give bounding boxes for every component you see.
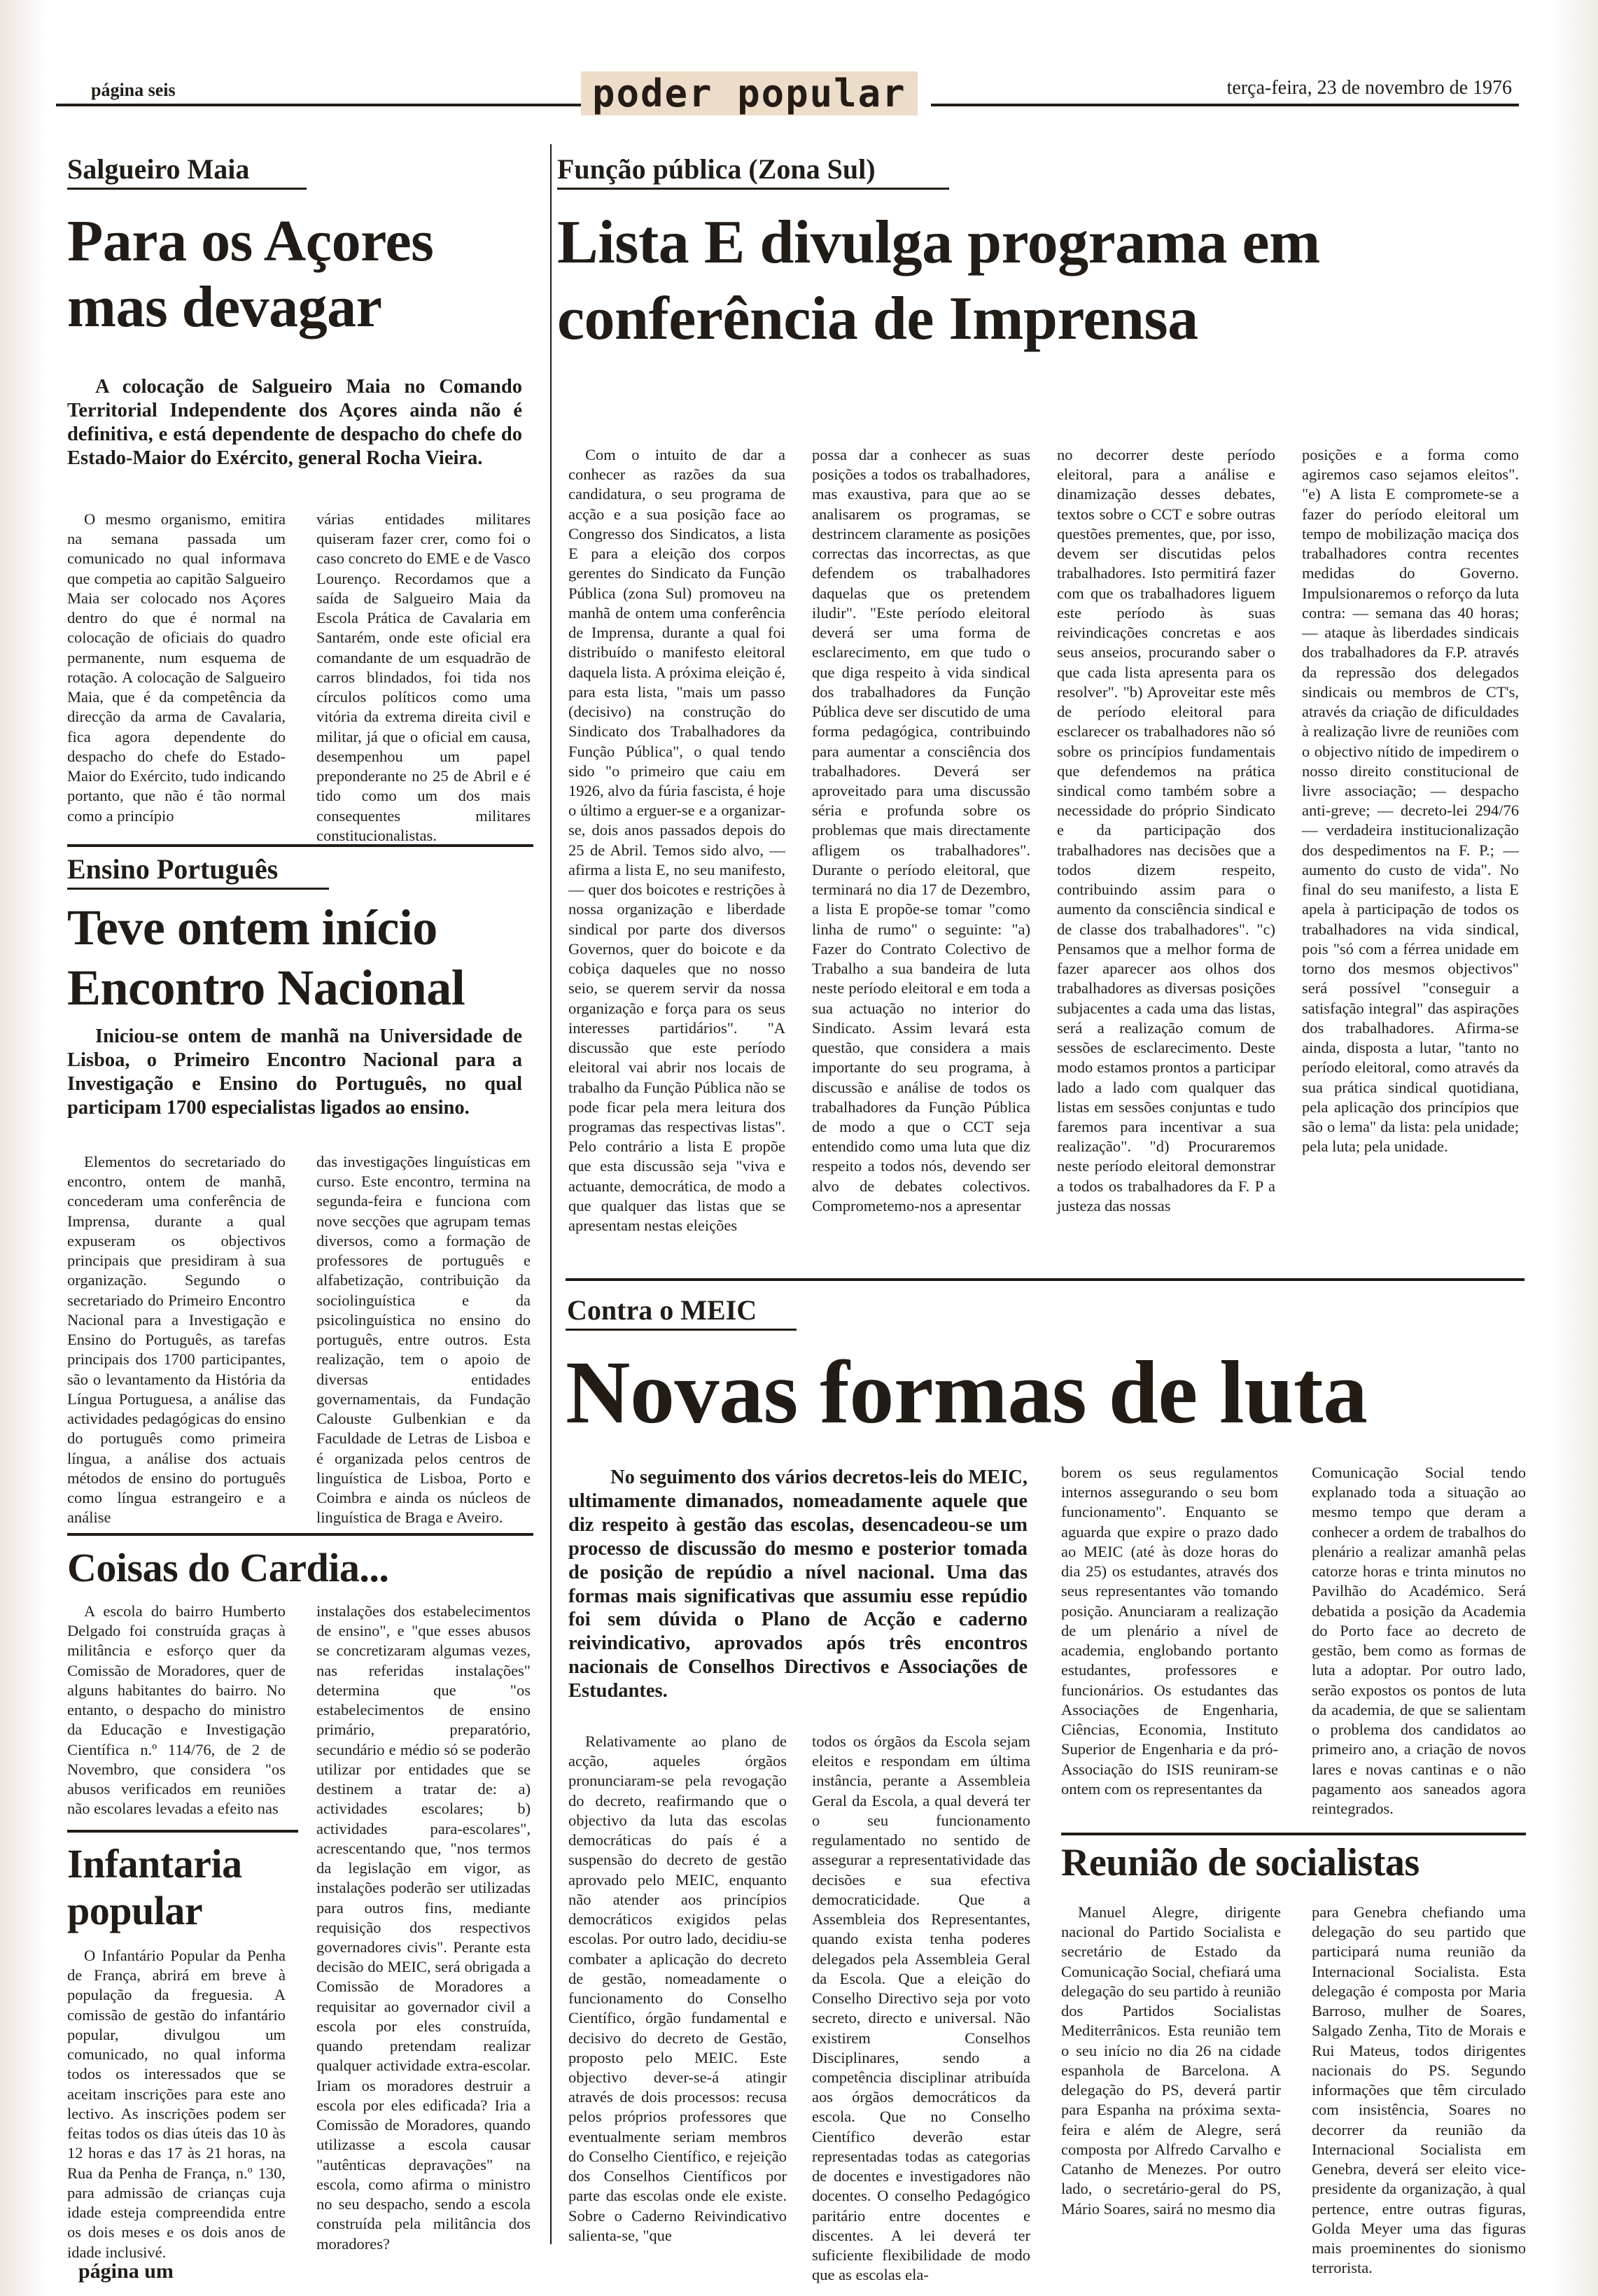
socialistas-column-2 — [1312, 1903, 1526, 2277]
funcao-kicker: Função pública (Zona Sul) — [557, 153, 876, 185]
infantaria-column-1 — [67, 1946, 286, 2261]
meic-kicker-rule — [566, 1329, 797, 1331]
meic-column-1 — [568, 1732, 787, 2257]
article-text: Manuel Alegre, dirigente nacional do Partido Socialista e secretário de Estado da Comunicação Social, chefiará uma delegação do seu partido à reunião dos Partidos Socialistas Mediterrânicos. Esta reunião tem o seu início no dia 26 na cidade espanhola de Barcelona. A delegação do PS, deverá partir para Espanha na próxima sexta-feira e além de Alegre, será composta por Alfredo Carvalho e Catanho de Menezes. Por outro lado, o secretário-geral do PS, Mário Soares, sairá no mesmo dia — [1061, 1903, 1281, 2218]
salgueiro-kicker-rule — [67, 188, 307, 190]
article-text: posições e a forma como agiremos caso sejamos eleitos". "e) A lista E compromete-se a fazer do período eleitoral um tempo de mobilização maciça dos trabalhadores contra recentes medidas do Governo. Impulsionaremos o reforço da luta contra: — semana das 40 horas; — ataque às liberdades sindicais dos trabalhadores da F.P. através da repressão dos delegados sindicais ou membros de CT's, através da criação de dificuldades à realização livre de reuniões com o objectivo nítido de impedirem o nosso direito constitucional de livre associação; — despacho anti-greve; — decreto-lei 294/76 — verdadeira institucionalização dos despedimentos na F. P.; — aumento do custo de vida". No final do seu manifesto, a lista E apela à participação de todos os trabalhadores na vida sindical, pois "só com a férrea unidade em torno dos mesmos objectivos" será possível "conseguir a satisfação integral" das aspirações dos trabalhadores. Afirma-se ainda, disposta a lutar, "tanto no período eleitoral, como através da sua prática sindical quotidiana, pela aplicação dos princípios que são o lema" da lista: pela unidade; pela luta; pela unidade. — [1302, 446, 1519, 1156]
section-divider — [67, 1533, 533, 1536]
funcao-kicker-rule — [557, 188, 949, 190]
infantaria-headline: Infantaria popular — [67, 1841, 242, 1933]
ensino-column-1 — [67, 1152, 286, 1527]
cardia-column-2 — [316, 1602, 531, 2253]
masthead-rule-right — [931, 104, 1519, 106]
funcao-column-4 — [1302, 445, 1519, 1268]
section-divider — [67, 844, 533, 847]
masthead-rule-left — [56, 104, 588, 106]
ensino-kicker-rule — [67, 888, 329, 890]
article-text: Comunicação Social tendo explanado toda a situação ao mesmo tempo que deram a conhecer a ordem de trabalhos do plenário a realizar amanhã pelas catorze horas e trinta minutos no Pavilhão do Académico. Será debatida a posição da Academia do Porto face ao decreto de gestão, bem como as formas de luta a adoptar. Por outro lado, serão expostos os pontos de luta da academia, de que se salientam o problema dos candidatos ao primeiro ano, a criação de novos lares e novas cantinas e o não pagamento aos saneados agora reintegrados. — [1312, 1464, 1526, 1817]
meic-headline: Novas formas de luta — [566, 1343, 1368, 1442]
ensino-kicker: Ensino Português — [67, 853, 279, 885]
ensino-headline: Teve ontem início Encontro Nacional — [67, 899, 465, 1016]
meic-column-4 — [1312, 1463, 1526, 1827]
salgueiro-column-1 — [67, 510, 286, 837]
article-text: instalações dos estabelecimentos de ensino", e "que esses abusos se concretizaram algumas vezes, nas referidas instalações" determina que "os estabelecimentos de ensino primário, preparatório, secundário e médio só se poderão utilizar por entidades que se destinem a tratar de: a) actividades escolares; b) actividades para-escolares", acrescentando que, "nos termos da legislação em vigor, as instalações poderão ser utilizadas para outros fins, mediante requisição dos respectivos governadores civis". Perante esta decisão do MEIC, será obrigada a Comissão de Moradores a requisitar ao governador civil a escola por eles construída, quando pretendam realizar qualquer actividade extra-escolar. Iriam os moradores destruir a escola por eles edificada? Iria a Comissão de Moradores, quando utilizasse a escola causar "autênticas depravações" na escola, como afirma o ministro no seu despacho, sendo a escola construída pela militância dos moradores? — [316, 1602, 531, 2253]
page-label: página seis — [91, 80, 176, 100]
article-text: Relativamente ao plano de acção, aqueles órgãos pronunciaram-se pela revogação do decreto, reafirmando que o objectivo da luta das escolas democráticas do país é a suspensão do decreto de gestão aprovado pelo MEIC, enquanto não atender aos princípios democráticos exigidos pelas escolas. Por outro lado, decidiu-se combater a aplicação do decreto de gestão, nomeadamente o funcionamento do Conselho Científico, órgão fundamental e decisivo do decreto de Gestão, proposto pelo MEIC. Este objectivo dever-se-á atingir através de dois processos: recusa pelos próprios professores que eventualmente seriam membros do Conselho Científico, e rejeição dos Conselhos Científicos por parte das escolas onde ele existe. Sobre o Caderno Reivindicativo salienta-se, "que — [568, 1732, 787, 2244]
funcao-column-3 — [1057, 445, 1275, 1268]
section-divider — [1061, 1833, 1526, 1835]
salgueiro-kicker: Salgueiro Maia — [67, 153, 250, 185]
salgueiro-column-2 — [316, 510, 531, 844]
article-text: Elementos do secretariado do encontro, ontem de manhã, concederam uma conferência de Imprensa, durante a qual expuseram os objectivos principais que presidiram à sua organização. Segundo o secretariado do Primeiro Encontro Nacional para a Investigação e Ensino do Português, as tarefas principais dos 1700 participantes, são o levantamento da História da Língua Portuguesa, a análise das actividades pedagógicas do ensino do português como primeira língua, a análise dos actuais métodos de ensino do português como língua estrangeiro e a análise — [67, 1153, 286, 1527]
funcao-column-2 — [812, 445, 1030, 1268]
article-text: para Genebra chefiando uma delegação do seu partido que participará numa reunião da Internacional Socialista. Esta delegação é composta por Maria Barroso, mulher de Soares, Salgado Zenha, Tito de Morais e Rui Mateus, todos dirigentes nacionais do PS. Segundo informações que têm circulado com insistência, Soares no decorrer da reunião da Internacional Socialista em Genebra, deverá ser eleito vice-presidente da organização, à qual pertence, entre outras figuras, Golda Meyer uma das figuras mais proeminentes do sionismo terrorista. — [1312, 1903, 1526, 2277]
meic-deck: No seguimento dos vários decretos-leis do MEIC, ultimamente dimanados, nomeadamente aquele que diz respeito à gestão das escolas, desencadeou-se um processo de discussão do mesmo e posterior tomada de posição de repúdio a nível nacional. Uma das formas mais significativas que assumiu esse repúdio foi sem dúvida o Plano de Acção e caderno reivindicativo, aprovados após três encontros nacionais de Conselhos Directivos e Associações de Estudantes. — [568, 1466, 1028, 1702]
issue-date: terça-feira, 23 de novembro de 1976 — [1226, 77, 1512, 99]
funcao-column-1 — [568, 445, 785, 1268]
footer-page-label: página um — [78, 2260, 174, 2283]
salgueiro-headline: Para os Açores mas devagar — [67, 209, 434, 340]
column-divider — [550, 144, 552, 2244]
section-divider — [67, 1830, 298, 1833]
meic-column-3 — [1061, 1463, 1278, 1827]
article-text: A escola do bairro Humberto Delgado foi construída graças à militância e esforço quer da Comissão de Moradores, quer de alguns habitantes do bairro. No entanto, o despacho do ministro da Educação e Investigação Científica n.º 114/76, de 2 de Novembro, que considera "os abusos verificados em reuniões não escolares levadas a efeito nas — [67, 1602, 286, 1818]
cardia-headline: Coisas do Cardia... — [67, 1545, 389, 1590]
section-divider — [566, 1278, 1525, 1281]
salgueiro-deck: A colocação de Salgueiro Maia no Comando Territorial Independente dos Açores ainda não é definitiva, e está dependente de despacho do chefe do Estado-Maior do Exército, general Rocha Vieira. — [67, 376, 522, 469]
article-text: O mesmo organismo, emitira na semana passada um comunicado no qual informava que competia ao capitão Salgueiro Maia ser colocado nos Açores dentro do que é normal na colocação de oficiais do quadro permanente, num esquema de rotação. A colocação de Salgueiro Maia, que é da competência da direcção da arma de Cavalaria, fica agora dependente do despacho do chefe do Estado-Maior do Exército, tudo indicando portanto, que não é tão normal como a princípio — [67, 510, 286, 825]
masthead — [56, 71, 1519, 118]
article-text: borem os seus regulamentos internos assegurando o seu bom funcionamento". Enquanto se aguarda que expire o prazo dado ao MEIC (até às doze horas do dia 25) os estudantes, através dos seus representantes vão tomando posição. Anunciaram a realização de um plenário a nível de academia, englobando portanto estudantes, professores e funcionários. Os estudantes das Associações de Engenharia, Ciências, Economia, Instituto Superior de Engenharia e da pró-Associação do ISIS reuniram-se ontem com os representantes da — [1061, 1464, 1278, 1798]
article-text: das investigações linguísticas em curso. Este encontro, termina na segunda-feira e funciona com nove secções que agrupam temas diversos, como a formação de professores de português e alfabetização, contribuição da sociolinguística e da psicolinguística no ensino do português, entre outros. Esta realização, tem o apoio de diversas entidades governamentais, da Fundação Calouste Gulbenkian e da Faculdade de Letras de Lisboa e é organizada pelos centros de linguística de Lisboa, Porto e Coimbra e ainda os núcleos de linguística de Braga e Aveiro. — [316, 1153, 531, 1527]
socialistas-headline: Reunião de socialistas — [1061, 1841, 1420, 1884]
funcao-headline: Lista E divulga programa em conferência de Imprensa — [557, 209, 1320, 354]
newspaper-title: poder popular — [581, 71, 918, 115]
ensino-deck: Iniciou-se ontem de manhã na Universidade de Lisboa, o Primeiro Encontro Nacional para a Investigação e Ensino do Português, no qual participam 1700 especialistas ligados ao ensino. — [67, 1026, 522, 1119]
socialistas-column-1 — [1061, 1903, 1281, 2253]
article-text: no decorrer deste período eleitoral, para a análise e dinamização desses debates, textos sobre o CCT e sobre outras questões prementes, que, por isso, devem ser discutidas pelos trabalhadores. Isto permitirá fazer com que os trabalhadores liguem este período às suas reivindicações concretas e aos seus anseios, procurando saber o que cada lista apresenta para os resolver". "b) Aproveitar este mês de período eleitoral para esclarecer os trabalhadores não só sobre os princípios fundamentais que defendemos na prática sindical como também sobre a necessidade do próprio Sindicato e da participação dos trabalhadores nas decisões que a todos dizem respeito, contribuindo assim para o aumento da consciência sindical e de classe dos trabalhadores". "c) Pensamos que a melhor forma de fazer aparecer aos olhos dos trabalhadores as diversas posições subjacentes a cada uma das listas, será a realização comum de sessões de esclarecimento. Deste modo estamos prontos a participar lado a lado com qualquer das listas em sessões conjuntas e tudo faremos para incentivar a sua realização". "d) Procuraremos neste período eleitoral demonstrar a todos os trabalhadores da F. P a justeza das nossas — [1057, 446, 1275, 1214]
article-text: todos os órgãos da Escola sejam eleitos e respondam em última instância, perante a Assembleia Geral da Escola, a qual deverá ter o seu funcionamento regulamentado no sentido de assegurar a representatividade das decisões e sua efectiva democraticidade. Que a Assembleia dos Representantes, quando exista tenha poderes delegados pela Assembleia Geral da Escola. Que a eleição do Conselho Directivo seja por voto secreto, directo e universal. Não existirem Conselhos Disciplinares, sendo a competência disciplinar atribuída aos órgãos democráticos da escola. Que no Conselho Científico deverão estar representadas todas as categorias de docentes e investigadores não docentes. O conselho Pedagógico paritário entre docentes e discentes. A lei deverá ter suficiente flexibilidade de modo que as escolas ela- — [812, 1732, 1030, 2284]
article-text: Com o intuito de dar a conhecer as razões da sua candidatura, o seu programa de acção e a sua posição face ao Congresso dos Sindicatos, a lista E para a eleição dos corpos gerentes do Sindicato da Função Pública (zona Sul) promoveu na manhã de ontem uma conferência de Imprensa, durante a qual foi distribuído o manifesto eleitoral daquela lista. A próxima eleição é, para esta lista, "mais um passo (decisivo) na construção do Sindicato dos Trabalhadores da Função Pública", o qual tendo sido "o primeiro que caiu em 1926, alvo da fúria fascista, é hoje o último a erguer-se e a organizar-se, dois anos passados depois do 25 de Abril. Temos sido alvo, — afirma a lista E, no seu manifesto, — quer dos boicotes e restrições à nossa organização e liberdade sindical por parte dos diversos Governos, quer do boicote e da cobiça daqueles que no nosso seio, se querem servir da nossa organização e força para os seus interesses partidários". "A discussão que este período eleitoral vai abrir nos locais de trabalho da Função Pública não se pode ficar pela mera leitura dos programas das respectivas listas". Pelo contrário a lista E propõe que esta discussão seja "viva e actuante, democrática, de modo a que qualquer das listas que se apresentam nestas eleições — [568, 446, 785, 1235]
article-text: várias entidades militares quiseram fazer crer, como foi o caso concreto do EME e de Vasco Lourenço. Recordamos que a saída de Salgueiro Maia da Escola Prática de Cavalaria em Santarém, onde este oficial era comandante de um esquadrão de carros blindados, foi tida nos círculos políticos como uma vitória da extrema direita civil e militar, já que o oficial em causa, desempenhou um papel preponderante no 25 de Abril e é tido como um dos mais consequentes militares constitucionalistas. — [316, 510, 531, 844]
article-text: O Infantário Popular da Penha de França, abrirá em breve à população da freguesia. A comissão de gestão do infantário popular, divulgou um comunicado, no qual informa todos os interessados que se aceitam inscrições para este ano lectivo. As inscrições podem ser feitas todos os dias úteis das 10 às 12 horas e das 17 às 21 horas, na Rua da Penha de França, n.º 130, para admissão de crianças cuja idade esteja compreendida entre os dois meses e os dois anos de idade inclusivé. — [67, 1947, 286, 2261]
ensino-column-2 — [316, 1152, 531, 1527]
meic-column-2 — [812, 1732, 1030, 2284]
cardia-column-1 — [67, 1602, 286, 1824]
meic-kicker: Contra o MEIC — [567, 1294, 757, 1326]
article-text: possa dar a conhecer as suas posições a todos os trabalhadores, mas exaustiva, para que ao se analisarem os programas, se destrincem claramente as posições correctas das incorrectas, as que defendem os trabalhadores daquelas que os pretendem iludir". "Este período eleitoral deverá ser uma forma de esclarecimento, em que tudo o que diga respeito à vida sindical dos trabalhadores da Função Pública deve ser discutido de uma forma pedagógica, contribuindo para aumentar a consciência dos trabalhadores. Deverá ser aproveitado para uma discussão séria e profunda sobre os problemas que mais directamente afligem os trabalhadores". Durante o período eleitoral, que terminará no dia 17 de Dezembro, a lista E propõe-se tomar "como linha de rumo" o seguinte: "a) Fazer do Contrato Colectivo de Trabalho a sua bandeira de luta neste período eleitoral e em toda a sua actuação no interior do Sindicato. Assim levará esta questão, que considera a mais importante do seu programa, à discussão e análise de todos os trabalhadores da Função Pública de modo a que o CCT seja entendido como uma luta que diz respeito a todos nós, devendo ser alvo de debates colectivos. Comprometemo-nos a apresentar — [812, 446, 1030, 1214]
